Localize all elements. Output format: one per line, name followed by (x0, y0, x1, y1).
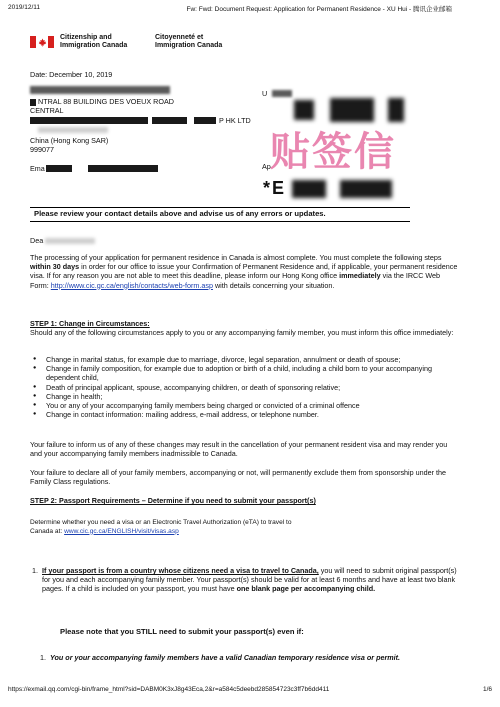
redaction-bar (194, 117, 216, 124)
reference-number: *E (263, 178, 287, 198)
department-name-fr: Citoyenneté et Immigration Canada (155, 34, 223, 49)
redaction-bar (388, 98, 404, 122)
list-item: ● Change in family composition, for example due to adoption or birth of a child, including a child born to your accompanying dependent child, (42, 364, 460, 382)
address-line-3-tail: P HK LTD (219, 116, 251, 125)
intro-paragraph: The processing of your application for permanent residence in Canada is almost complete. You must complete the following steps within 30 days in order for our office to issue your Confirmation of Permanent Residence and, if applicable, your permanent residence visa. If for any reason you are not able to meet this deadline, please inform our Hong Kong office immediately via the IRCC Web Form: http://www.cic.gc.ca/english/contacts/web-form.asp with details concerning your situation. (30, 253, 458, 290)
print-header (8, 4, 492, 13)
step1-warning: Your failure to inform us of any of these changes may result in the cancellation of your permanent resident visa and may render you and your accompanying family members inadmissible to Canada. (30, 440, 448, 459)
step2-determine: Determine whether you need a visa or an Electronic Travel Authorization (eTA) to travel to Canada at: www.cic.gc.ca/ENGLISH/visit/visas.asp (30, 519, 292, 535)
address-line-4: China (Hong Kong SAR) (30, 136, 109, 145)
print-title: Fw: Fwd: Document Request: Application for Permanent Residence - XU Hui - 腾讯企业邮箱 (186, 6, 452, 13)
list-item: ● Change in contact information: mailing address, e-mail address, or telephone number. (42, 410, 460, 419)
redaction-bar (292, 180, 326, 198)
item1-number: 1. (32, 566, 38, 575)
print-date: 2019/12/11 (8, 4, 41, 11)
department-name-en: Citizenship and Immigration Canada (60, 34, 128, 49)
redaction-bar (340, 180, 392, 198)
redaction-bar (330, 98, 374, 122)
address-line-2: CENTRAL (30, 106, 64, 115)
print-footer (8, 686, 492, 693)
redaction-bar (38, 127, 108, 133)
list-item: ● You or any of your accompanying family members being charged or convicted of a criminal offence (42, 401, 460, 410)
redaction-bar (272, 90, 292, 97)
still-note: Please note that you STILL need to submit your passport(s) even if: (60, 627, 304, 636)
ref-label-ap: Ap (262, 162, 271, 171)
canada-flag-icon (30, 36, 54, 48)
address-line-1: NTRAL 88 BUILDING DES VOEUX ROAD (30, 97, 174, 106)
sub1-number: 1. (40, 653, 46, 662)
salutation: Dea (30, 236, 95, 245)
email-label: Ema (30, 164, 45, 173)
page-number: 1/6 (482, 686, 492, 693)
step1-list (30, 355, 460, 419)
step2-heading: STEP 2: Passport Requirements – Determine if you need to submit your passport(s) (30, 496, 316, 505)
step1-heading: STEP 1: Change in Circumstances: (30, 319, 150, 328)
redaction-bar (152, 117, 187, 124)
handwritten-stamp: 贴签信 (270, 129, 396, 175)
ref-label-u: U (262, 89, 268, 98)
review-notice: Please review your contact details above and advise us of any errors or updates. (34, 209, 326, 218)
redaction-bar (30, 117, 148, 124)
redaction-bar (88, 165, 158, 172)
redaction-bar (294, 100, 314, 120)
step1-intro: Should any of the following circumstances apply to you or any accompanying family member, you must inform this office immediately: (30, 328, 454, 337)
item1-text: If your passport is from a country whose citizens need a visa to travel to Canada, you will need to submit original passport(s) for you and each accompanying family member. Your passport(s) should be valid for at least 6 months and have at least two blank pages. If a child is included on your passport, you must have one blank page per accompanying child. (42, 566, 457, 594)
print-url: https://exmail.qq.com/cgi-bin/frame_html?sid=DABM0K3xJ8g43Eca,2&r=a584c5deebd285854723c3ff7b6dd411 (8, 686, 330, 693)
visas-link[interactable]: www.cic.gc.ca/ENGLISH/visit/visas.asp (64, 527, 179, 535)
redaction-bar (30, 86, 170, 94)
web-form-link[interactable]: http://www.cic.gc.ca/english/contacts/web-form.asp (50, 280, 213, 290)
list-item: ● Change in marital status, for example due to marriage, divorce, legal separation, annulment or death of spouse; (42, 355, 460, 364)
step1-family-warning: Your failure to declare all of your family members, accompanying or not, will permanently exclude them from sponsorship under the Family Class regulations. (30, 468, 447, 487)
list-item: ● Change in health; (42, 392, 460, 401)
letter-date: Date: December 10, 2019 (30, 70, 113, 79)
sub1-text: You or your accompanying family members have a valid Canadian temporary residence visa or permit. (50, 653, 401, 662)
redaction-bar (46, 165, 72, 172)
list-item: ● Death of principal applicant, spouse, accompanying children, or death of sponsoring relative; (42, 383, 460, 392)
address-line-5: 999077 (30, 145, 54, 154)
